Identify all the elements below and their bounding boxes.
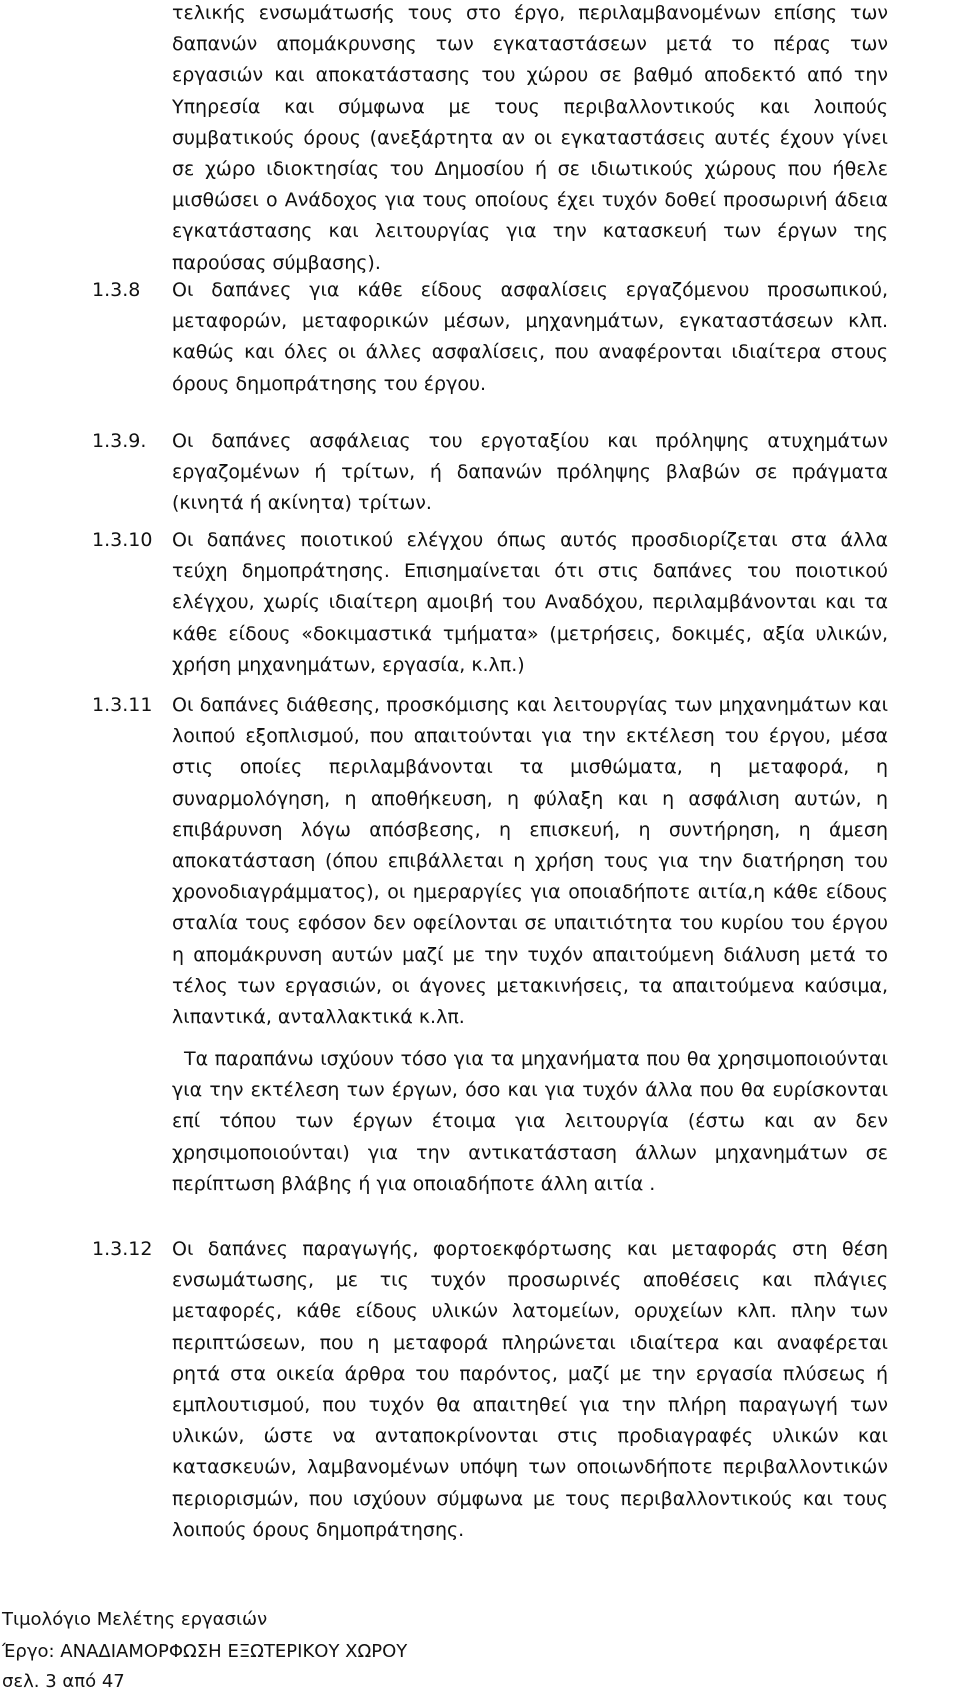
item-text: Οι δαπάνες παραγωγής, φορτοεκφόρτωσης και μεταφοράς στη θέση ενσωμάτωσης, με τις τυχόν προσωρινές αποθέσεις και πλάγιες μεταφορές, κάθε είδους υλικών λατομείων, ορυχείων κλπ. πλην των περιπτώσεων, που η μεταφορά πληρώνεται ιδιαίτερα και αναφέρεται ρητά στα οικεία άρθρα του παρόντος, μαζί με την εργασία πλύσεως ή εμπλουτισμού, που τυχόν θα απαιτηθεί για την πλήρη παραγωγή των υλικών, ώστε να ανταποκρίνονται στις προδιαγραφές υλικών και κατασκευών, λαμβανομένων υπόψη των οποιωνδήποτε περιβαλλοντικών περιορισμών, που ισχύουν σύμφωνα με τους περιβαλλοντικούς και τους λοιπούς όρους δημοπράτησης. — [172, 1238, 888, 1541]
item-number: 1.3.9. — [92, 430, 147, 452]
item-continuation: Τα παραπάνω ισχύουν τόσο για τα μηχανήματα που θα χρησιμοποιούνται για την εκτέλεση των έργων, όσο και για τυχόν άλλα που θα ευρίσκονται επί τόπου των έργων έτοιμα για λειτουργία (έστω και αν δεν χρησιμοποιούνται) για την αντικατάσταση άλλων μηχανημάτων σε περίπτωση βλάβης ή για οποιαδήποτε άλλη αιτία . — [172, 1048, 888, 1195]
item-number: 1.3.8 — [92, 279, 141, 301]
item-number: 1.3.11 — [92, 694, 153, 716]
footer-page-number: σελ. 3 από 47 — [2, 1671, 125, 1692]
footer-document-title: Τιμολόγιο Μελέτης εργασιών — [2, 1609, 268, 1630]
item-text: Οι δαπάνες ποιοτικού ελέγχου όπως αυτός προσδιορίζεται στα άλλα τεύχη δημοπράτησης. Επισημαίνεται ότι στις δαπάνες του ποιοτικού ελέγχου, χωρίς ιδιαίτερη αμοιβή του Αναδόχου, περιλαμβάνονται και τα κάθε είδους «δοκιμαστικά τμήματα» (μετρήσεις, δοκιμές, αξία υλικών, χρήση μηχανημάτων, εργασία, κ.λπ.) — [172, 529, 888, 676]
item-text: Οι δαπάνες διάθεσης, προσκόμισης και λειτουργίας των μηχανημάτων και λοιπού εξοπλισμού, που απαιτούνται για την εκτέλεση του έργου, μέσα στις οποίες περιλαμβάνονται τα μισθώματα, η μεταφορά, η συναρμολόγηση, η αποθήκευση, η φύλαξη και η ασφάλιση αυτών, η επιβάρυνση λόγω απόσβεσης, η επισκευή, η συντήρηση, η άμεση αποκατάσταση (όπου επιβάλλεται η χρήση τους για την διατήρηση του χρονοδιαγράμματος), οι ημεραργίες για οποιαδήποτε αιτία,η κάθε είδους σταλία τους εφόσον δεν οφείλονται σε υπαιτιότητα του κυρίου του έργου η απομάκρυνση αυτών μαζί με την τυχόν απαιτούμενη διάλυση μετά το τέλος των εργασιών, οι άγονες μετακινήσεις, τα απαιτούμενα καύσιμα, λιπαντικά, ανταλλακτικά κ.λπ. — [172, 694, 888, 1029]
footer-project-title: Έργο: ΑΝΑΔΙΑΜΟΡΦΩΣΗ ΕΞΩΤΕΡΙΚΟΥ ΧΩΡΟΥ — [2, 1641, 408, 1662]
item-text: Οι δαπάνες για κάθε είδους ασφαλίσεις εργαζόμενου προσωπικού, μεταφορών, μεταφορικών μέσων, μηχανημάτων, εγκαταστάσεων κλπ. καθώς και όλες οι άλλες ασφαλίσεις, που αναφέρονται ιδιαίτερα στους όρους δημοπράτησης του έργου. — [172, 279, 888, 395]
intro-paragraph: τελικής ενσωμάτωσής τους στο έργο, περιλαμβανομένων επίσης των δαπανών απομάκρυνσης των εγκαταστάσεων μετά το πέρας των εργασιών και αποκατάστασης του χώρου σε βαθμό αποδεκτό από την Υπηρεσία και σύμφωνα με τους περιβαλλοντικούς και λοιπούς συμβατικούς όρους (ανεξάρτητα αν οι εγκαταστάσεις αυτές έχουν γίνει σε χώρο ιδιοκτησίας του Δημοσίου ή σε ιδιωτικούς χώρους που ήθελε μισθώσει ο Ανάδοχος για τους οποίους έχει τυχόν δοθεί προσωρινή άδεια εγκατάστασης και λειτουργίας για την κατασκευή των έργων της παρούσας σύμβασης). — [172, 2, 888, 274]
item-number: 1.3.10 — [92, 529, 153, 551]
item-number: 1.3.12 — [92, 1238, 153, 1260]
item-text: Οι δαπάνες ασφάλειας του εργοταξίου και πρόληψης ατυχημάτων εργαζομένων ή τρίτων, ή δαπανών πρόληψης βλαβών σε πράγματα (κινητά ή ακίνητα) τρίτων. — [172, 430, 888, 515]
